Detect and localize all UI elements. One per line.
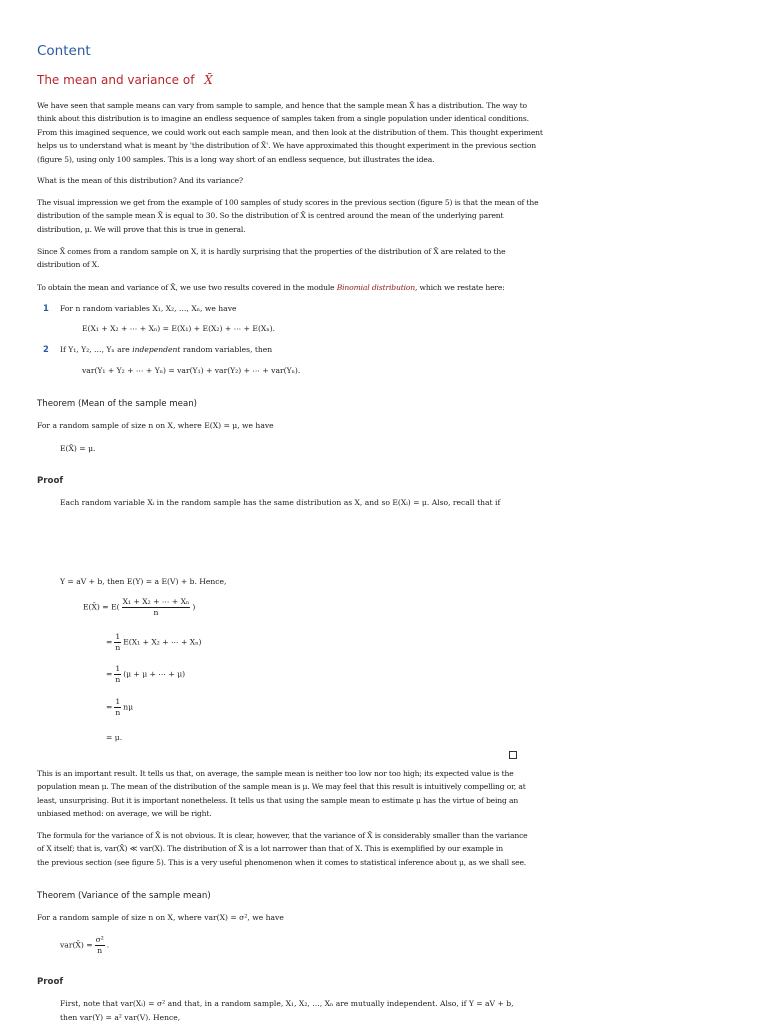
text-span: random variables, then xyxy=(180,345,273,354)
equation-line xyxy=(106,697,133,718)
eq-text: (μ + μ + ⋯ + μ) xyxy=(123,669,186,679)
proof-text: Y = aV + b, then E(Y) = a E(V) + b. Hence, xyxy=(60,577,227,586)
numerator: 1 xyxy=(115,664,121,673)
equation-line xyxy=(106,632,201,653)
text-line: population mean μ. The mean of the distribution of the sample mean is μ. We may feel that this result is intuitively compelling or, at xyxy=(37,782,526,792)
proof-text: then var(Y) = a² var(V). Hence, xyxy=(60,1013,181,1022)
binomial-distribution-link[interactable]: Binomial distribution xyxy=(336,283,416,292)
numerator: 1 xyxy=(115,632,121,641)
fraction xyxy=(114,632,121,653)
text-line: least, unsurprising. But it is important nonetheless. It tells us that using the sample mean to estimate μ has the virtue of being an xyxy=(37,795,519,805)
paragraph-question xyxy=(37,174,727,187)
denominator: n xyxy=(115,643,121,652)
fraction xyxy=(114,697,121,718)
eq-text: var(X̄) = xyxy=(60,940,93,950)
list-item-text: For n random variables X₁, X₂, …, Xₙ, we have xyxy=(60,304,237,313)
proof-text: Each random variable Xᵢ in the random sample has the same distribution as X, and so E(Xᵢ) = μ. Also, recall that if xyxy=(60,498,501,507)
paragraph-intro xyxy=(37,99,727,166)
list-item-text xyxy=(60,345,272,354)
text-line: This is an important result. It tells us that, on average, the sample mean is neither too low nor too high; its expected value is the xyxy=(37,769,514,778)
text-line: The visual impression we get from the example of 100 samples of study scores in the previous section (figure 5) is that the mean of the xyxy=(37,198,539,207)
proof-label: Proof xyxy=(37,476,64,486)
section-title: Content xyxy=(37,43,91,59)
paragraph-random-sample xyxy=(37,245,727,272)
equation-line: = μ. xyxy=(106,733,123,742)
text-line: From this imagined sequence, we could work out each sample mean, and then look at the distribution of them. This thought experiment xyxy=(37,127,543,137)
fraction xyxy=(122,597,191,618)
eq-text: nμ xyxy=(123,702,134,712)
denominator: n xyxy=(97,946,103,955)
text-line: the previous section (see figure 5). This is a very useful phenomenon when it comes to statistical inference about μ, as we shall see. xyxy=(37,857,527,867)
fraction xyxy=(114,664,121,685)
text-span: To obtain the mean and variance of X̄, we use two results covered in the module xyxy=(37,283,337,292)
text-line xyxy=(37,281,727,294)
paragraph-restate xyxy=(37,281,727,294)
eq-text: E(X̄) = E( xyxy=(83,602,120,612)
fraction xyxy=(95,935,105,956)
theorem-statement: For a random sample of size n on X, where E(X) = μ, we have xyxy=(37,421,274,430)
text-line: The formula for the variance of X̄ is not obvious. It is clear, however, that the variance of X̄ is considerably smaller than the variance xyxy=(37,831,528,840)
equation-line xyxy=(83,597,195,618)
paragraph-important-result xyxy=(37,767,727,821)
denominator: n xyxy=(115,675,121,684)
eq-text: . xyxy=(106,940,110,950)
eq-text: = xyxy=(106,669,113,679)
text-line: distribution of X. xyxy=(37,260,100,270)
eq-text: ) xyxy=(192,602,196,612)
numerator: 1 xyxy=(115,697,121,706)
text-line: We have seen that sample means can vary from sample to sample, and hence that the sample mean X̄ has a distribution. The way to xyxy=(37,101,527,110)
theorem-title: Theorem (Variance of the sample mean) xyxy=(37,891,211,901)
equation-line xyxy=(106,664,185,685)
subheading-text: The mean and variance of xyxy=(37,73,195,87)
list-number: 1 xyxy=(43,303,49,313)
numerator: X₁ + X₂ + ⋯ + Xₙ xyxy=(122,597,190,606)
proof-label: Proof xyxy=(37,977,64,987)
theorem-result: E(X̄) = μ. xyxy=(60,444,96,453)
emphasis: independent xyxy=(132,345,181,354)
text-line: (figure 5), using only 100 samples. This is a long way short of an endless sequence, but illustrates the idea. xyxy=(37,154,435,164)
paragraph-variance-formula xyxy=(37,829,727,869)
text-line: Since X̄ comes from a random sample on X, it is hardly surprising that the properties of the distribution of X̄ are related to the xyxy=(37,247,506,256)
text-line: helps us to understand what is meant by 'the distribution of X̄'. We have approximated this thought experiment in the previous section xyxy=(37,141,537,151)
text-line: What is the mean of this distribution? And its variance? xyxy=(37,176,243,185)
text-line: distribution of the sample mean X̄ is equal to 30. So the distribution of X̄ is centred around the mean of the underlying parent xyxy=(37,211,504,221)
equation: E(X₁ + X₂ + ⋯ + Xₙ) = E(X₁) + E(X₂) + ⋯ + E(Xₙ). xyxy=(82,324,275,333)
subheading xyxy=(37,73,213,87)
list-number: 2 xyxy=(43,344,49,354)
text-span: If Y₁, Y₂, …, Yₙ are xyxy=(60,345,133,354)
denominator: n xyxy=(153,608,159,617)
text-span: , which we restate here: xyxy=(415,283,505,292)
text-line: unbiased method: on average, we will be right. xyxy=(37,809,212,819)
text-line: of X itself; that is, var(X̄) ≪ var(X). The distribution of X̄ is a lot narrower than that of X. This is exemplified by our example in xyxy=(37,844,503,854)
theorem-title: Theorem (Mean of the sample mean) xyxy=(37,399,198,409)
eq-text: E(X₁ + X₂ + ⋯ + Xₙ) xyxy=(123,637,202,647)
eq-text: = xyxy=(106,702,113,712)
eq-text: = xyxy=(106,637,113,647)
qed-box-icon xyxy=(509,751,517,759)
paragraph-visual-impression xyxy=(37,196,727,236)
text-line: think about this distribution is to imagine an endless sequence of samples taken from a single population under identical conditions. xyxy=(37,114,529,124)
numerator: σ² xyxy=(95,935,104,944)
theorem-result xyxy=(60,935,109,956)
text-line: distribution, μ. We will prove that this is true in general. xyxy=(37,224,246,234)
equation: var(Y₁ + Y₂ + ⋯ + Yₙ) = var(Y₁) + var(Y₂) + ⋯ + var(Yₙ). xyxy=(82,366,301,375)
theorem-statement: For a random sample of size n on X, where var(X) = σ², we have xyxy=(37,913,284,922)
subheading-symbol: X̄ xyxy=(204,73,213,87)
proof-text: First, note that var(Xᵢ) = σ² and that, in a random sample, X₁, X₂, …, Xₙ are mutually independent. Also, if Y = aV + b, xyxy=(60,999,514,1008)
denominator: n xyxy=(115,708,121,717)
